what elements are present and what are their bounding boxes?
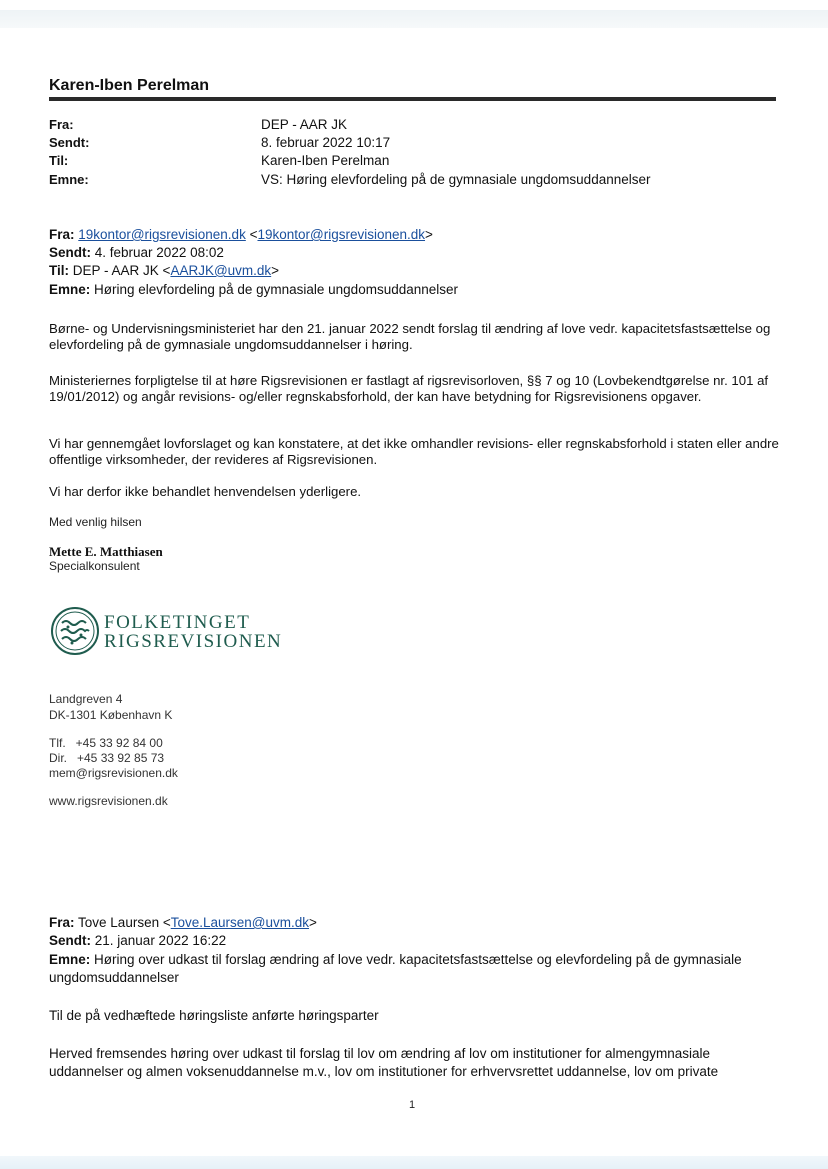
scan-top-band xyxy=(0,10,828,28)
header-from-label: Fra: xyxy=(49,117,74,132)
forward1-subject-value: Høring elevfordeling på de gymnasiale ungdomsuddannelser xyxy=(94,282,459,297)
header-to-label: Til: xyxy=(49,153,69,168)
direct-phone-line: Dir. +45 33 92 85 73 xyxy=(49,751,165,765)
forward2-subject-line xyxy=(49,951,784,987)
forward1-subject-line xyxy=(49,282,458,297)
forward2-sent-value: 21. januar 2022 16:22 xyxy=(94,933,227,948)
forward2-body: Herved fremsendes høring over udkast til forslag til lov om ændring af lov om institutioner for almengymnasiale uddannelser og almen voksenuddannelse m.v., lov om institutioner for erhvervsrettet uddannelse, lov om private xyxy=(49,1046,719,1079)
forward1-to-label: Til: xyxy=(49,263,69,278)
forward1-from-gt: > xyxy=(425,227,433,242)
body-paragraph-1: Børne- og Undervisningsministeriet har den 21. januar 2022 sendt forslag til ændring af love vedr. kapacitetsfastsættelse og elevfordeling på de gymnasiale ungdomsuddannelser i høring. xyxy=(49,321,771,352)
address-city: DK-1301 København K xyxy=(49,708,173,722)
forward1-sent-line xyxy=(49,245,224,260)
heading-rule xyxy=(49,97,776,101)
signature-website: www.rigsrevisionen.dk xyxy=(49,794,168,808)
body-paragraph-3: Vi har gennemgået lovforslaget og kan konstatere, at det ikke omhandler revisions- eller regnskabsforhold i staten eller andre offentlige virksomheder, der revideres af Rigsrevisionen. xyxy=(49,436,779,467)
body-paragraph-4: Vi har derfor ikke behandlet henvendelsen yderligere. xyxy=(49,484,362,499)
forward2-sent-line xyxy=(49,933,226,948)
header-from-value: DEP - AAR JK xyxy=(261,117,348,132)
forward2-from-label: Fra: xyxy=(49,915,75,930)
forward2-subject-value: Høring over udkast til forslag ændring af love vedr. kapacitetsfastsættelse og elevfordeling på de gymnasiale ungdomsuddannelser xyxy=(49,952,742,985)
signature-name: Mette E. Matthiasen xyxy=(49,544,163,559)
forward1-sent-label: Sendt: xyxy=(49,245,91,260)
logo-text-folketinget: FOLKETINGET xyxy=(104,612,251,633)
forward1-from-email2-link[interactable]: 19kontor@rigsrevisionen.dk xyxy=(257,227,426,242)
scan-bottom-band xyxy=(0,1156,828,1169)
forward2-from-gt: > xyxy=(309,915,317,930)
forward1-from-lt: < xyxy=(249,227,258,242)
signature-email: mem@rigsrevisionen.dk xyxy=(49,766,178,780)
page-number: 1 xyxy=(409,1099,416,1111)
forward1-from-line xyxy=(49,227,433,242)
forward1-to-line xyxy=(49,263,279,278)
header-subject-label: Emne: xyxy=(49,172,89,187)
forward2-from-email-link[interactable]: Tove.Laursen@uvm.dk xyxy=(170,915,309,930)
signature-title: Specialkonsulent xyxy=(49,559,140,573)
header-sent-label: Sendt: xyxy=(49,135,90,150)
forward1-to-value: DEP - AAR JK < xyxy=(72,263,171,278)
phone-line: Tlf. +45 33 92 84 00 xyxy=(49,736,163,750)
header-sent-value: 8. februar 2022 10:17 xyxy=(261,135,391,150)
logo-text-rigsrevisionen: RIGSREVISIONEN xyxy=(104,631,283,652)
forward1-from-email-link[interactable]: 19kontor@rigsrevisionen.dk xyxy=(78,227,246,242)
forward1-subject-label: Emne: xyxy=(49,282,91,297)
forward2-from-value: Tove Laursen < xyxy=(78,915,171,930)
header-to-value: Karen-Iben Perelman xyxy=(261,153,390,168)
forward1-from-label: Fra: xyxy=(49,227,75,242)
body-paragraph-2: Ministeriernes forpligtelse til at høre Rigsrevisionen er fastlagt af rigsrevisorloven, §§ 7 og 10 (Lovbekendtgørelse nr. 101 af 19/01/2012) og angår revisions- og/eller regnskabsforhold, der kan have betydning for Rigsrevisionens opgaver. xyxy=(49,373,769,404)
forward2-from-line xyxy=(49,915,317,930)
address-street: Landgreven 4 xyxy=(49,692,123,706)
forward1-sent-value: 4. februar 2022 08:02 xyxy=(94,245,224,260)
forward2-sent-label: Sendt: xyxy=(49,933,91,948)
header-subject-value: VS: Høring elevfordeling på de gymnasiale ungdomsuddannelser xyxy=(261,172,651,187)
rigsrevisionen-seal-icon xyxy=(50,606,100,656)
recipient-name-heading: Karen-Iben Perelman xyxy=(49,77,210,94)
forward2-subject-label: Emne: xyxy=(49,952,91,967)
forward2-salutation: Til de på vedhæftede høringsliste anførte høringsparter xyxy=(49,1008,379,1023)
forward1-to-email-link[interactable]: AARJK@uvm.dk xyxy=(170,263,272,278)
forward1-to-gt: > xyxy=(271,263,280,278)
greeting: Med venlig hilsen xyxy=(49,515,142,529)
